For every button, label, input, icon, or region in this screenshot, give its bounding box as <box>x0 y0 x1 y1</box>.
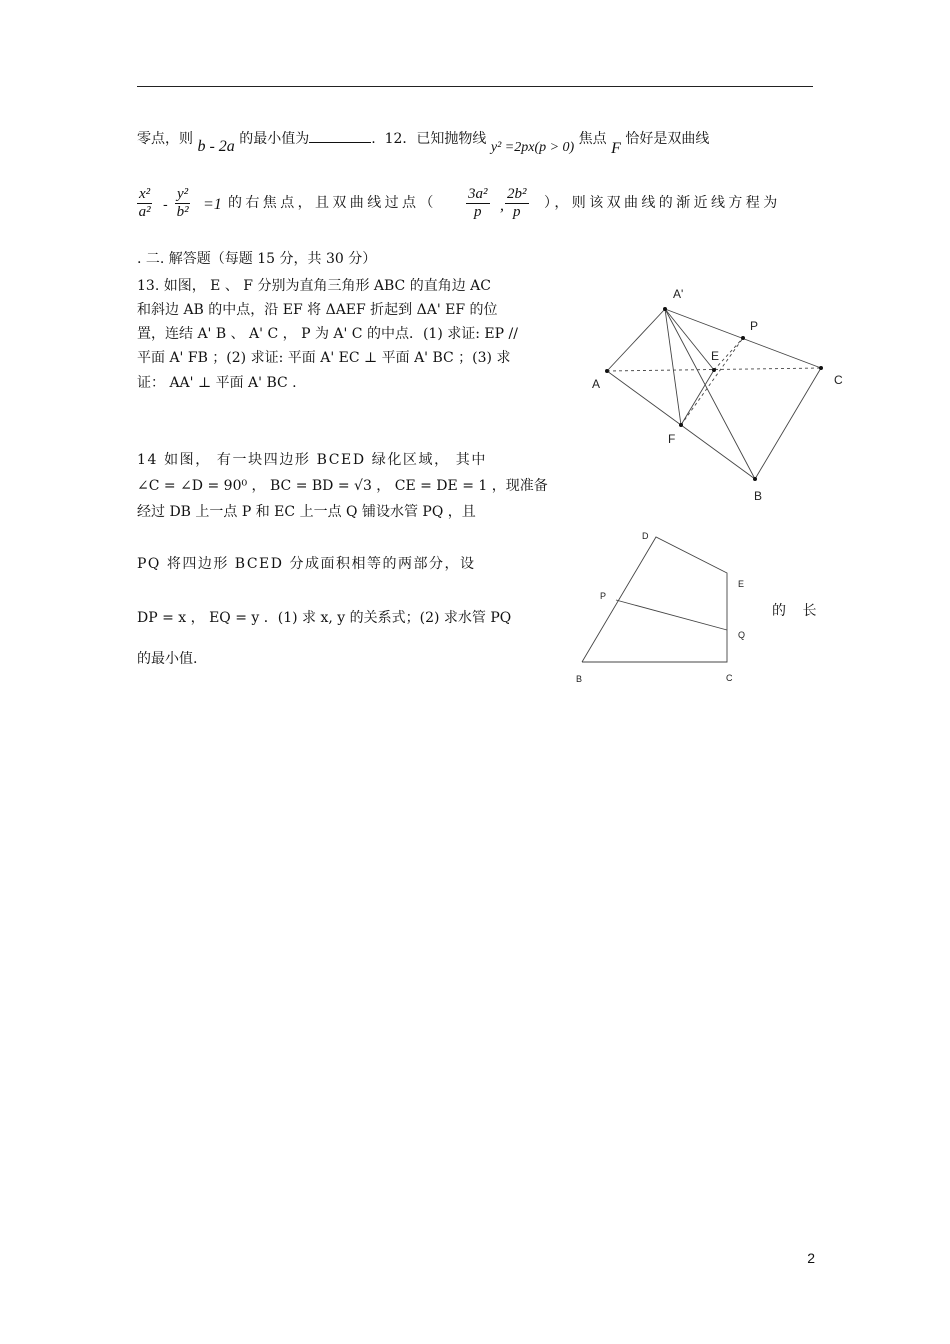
point-a <box>605 369 609 373</box>
edge-e-f <box>681 370 714 425</box>
q12-parabola: y² =2px(p > 0) <box>490 140 575 155</box>
q13-line-2: 和斜边 AB 的中点，沿 EF 将 ΔAEF 折起到 ΔA' EF 的位 <box>137 302 498 318</box>
label-c: C <box>726 673 733 683</box>
q12-period: . <box>137 251 142 267</box>
q12-focus: F <box>611 140 621 157</box>
frac-num: y² <box>177 186 189 202</box>
edge-f-b <box>681 425 755 479</box>
frac-x2-a2 <box>137 186 152 221</box>
frac-num: 3a² <box>468 186 488 202</box>
label-a: A <box>592 377 601 391</box>
frac-den: a² <box>138 204 151 220</box>
frac-num: 2b² <box>507 186 527 202</box>
label-f: F <box>668 432 676 446</box>
q14-line-4: PQ 将四边形 BCED 分成面积相等的两部分，设 <box>137 556 476 572</box>
label-e: E <box>711 349 720 363</box>
frac-den: p <box>513 204 521 220</box>
q12-text-focus: 焦点 <box>578 131 607 147</box>
label-e: E <box>738 579 745 589</box>
figure-13-fold <box>580 280 850 510</box>
frac-den: p <box>474 204 482 220</box>
q13-line-5: 证： AA' ⊥ 平面 A' BC . <box>137 375 297 391</box>
frac-2b2-p <box>505 186 529 221</box>
q11-expression: b - 2a <box>197 138 235 155</box>
frac-y2-b2 <box>175 186 190 221</box>
point-e <box>712 368 716 372</box>
figure-14-quadrilateral <box>570 528 770 688</box>
q12-text-asymptote: ），则该双曲线的渐近线方程为 <box>544 195 781 211</box>
point-a1 <box>663 307 667 311</box>
label-d: D <box>642 531 649 541</box>
q14-line-1: 14 如图， 有一块四边形 BCED 绿化区域， 其中 <box>137 452 487 468</box>
q11-period: . <box>371 131 376 147</box>
edge-a-f <box>607 371 681 425</box>
q14-line-3: 经过 DB 上一点 P 和 EC 上一点 Q 铺设水管 PQ ，且 <box>137 504 476 520</box>
equals-one: =1 <box>203 196 222 213</box>
frac-num: x² <box>139 186 151 202</box>
minus-sign: - <box>163 197 168 213</box>
q14-line-2: ∠C = ∠D = 90⁰ ， BC = BD = √3 ， CE = DE = 1 ，现准备 <box>137 478 548 494</box>
label-c: C <box>834 373 843 387</box>
q14-line-5-tail: 的 长 <box>772 603 823 619</box>
q13-line-3: 置，连结 A' B 、 A' C ， P 为 A' C 的中点．(1) 求证: EP // <box>137 326 518 342</box>
label-b: B <box>754 489 763 503</box>
section2-line <box>137 250 376 268</box>
page-number: 2 <box>807 1250 815 1266</box>
label-p: P <box>750 319 759 333</box>
q14-line-5: DP = x ， EQ = y ．(1) 求 x, y 的关系式；(2) 求水管 PQ <box>137 610 512 626</box>
point-b <box>753 477 757 481</box>
header-rule <box>137 86 813 87</box>
q11-q12-line <box>137 130 710 157</box>
label-p: P <box>600 591 607 601</box>
q11-text: 零点，则 <box>137 131 193 147</box>
section2-title: 二. 解答题（每题 15 分，共 30 分） <box>145 251 377 267</box>
q12-number: 12．已知抛物线 <box>384 131 487 147</box>
answer-blank <box>309 130 371 143</box>
q12-text-hyperbola: 恰好是双曲线 <box>625 131 710 147</box>
comma: , <box>500 197 504 214</box>
point-p <box>741 336 745 340</box>
label-a1: A' <box>673 287 684 301</box>
edge-a1-a <box>607 309 665 371</box>
pipe-pq <box>616 600 727 630</box>
edge-b-c <box>755 368 821 479</box>
q13-line-4: 平面 A' FB ；(2) 求证: 平面 A' EC ⊥ 平面 A' BC ；(3) 求 <box>137 350 511 366</box>
q13-line-1: 13. 如图， E 、 F 分别为直角三角形 ABC 的直角边 AC <box>137 278 491 294</box>
point-c <box>819 366 823 370</box>
label-b: B <box>576 674 583 684</box>
frac-3a2-p <box>466 186 490 221</box>
q11-text-min: 的最小值为 <box>239 131 310 147</box>
edge-a1-b <box>665 309 755 479</box>
frac-den: b² <box>176 204 189 220</box>
point-f <box>679 423 683 427</box>
label-q: Q <box>738 630 746 640</box>
q14-line-6: 的最小值. <box>137 651 198 667</box>
q12-text-right-focus: 的右焦点，且双曲线过点（ <box>228 195 437 211</box>
